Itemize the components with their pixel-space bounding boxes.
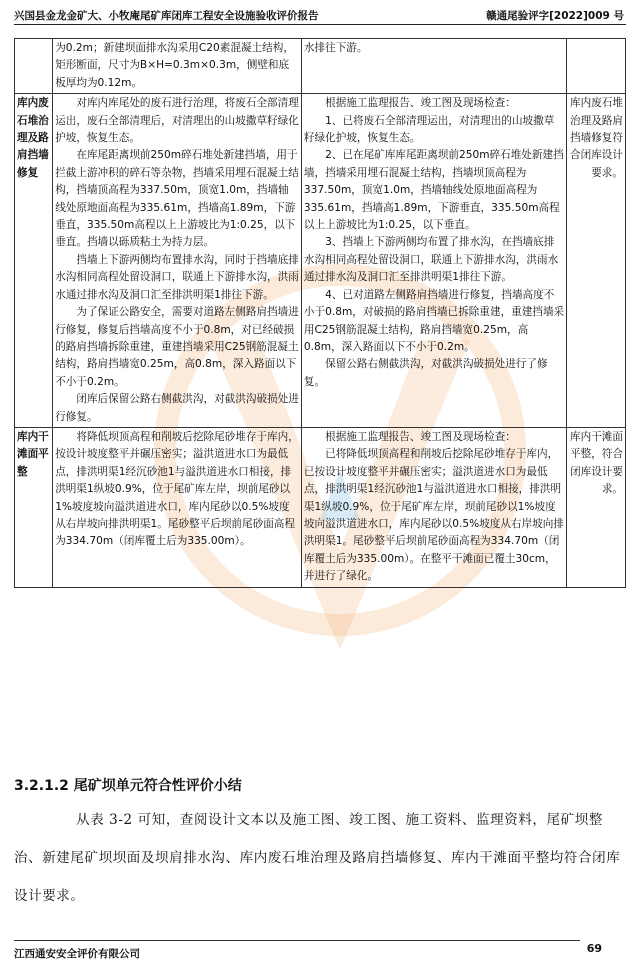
item-cell [15, 39, 53, 94]
company-name: 江西通安安全评价有限公司 [14, 948, 140, 960]
conclusion-cell: 库内废石堆治理及路肩挡墙修复符合闭库设计要求。 [567, 94, 626, 428]
section-body: 从表 3-2 可知，查阅设计文本以及施工图、竣工图、施工资料、监理资料，尾矿坝整治、新建尾矿坝坝面及坝肩排水沟、库内废石堆治理及路肩挡墙修复、库内干滩面平整均符合闭库设计要求。 [14, 812, 621, 904]
footer-rule [14, 940, 580, 941]
table-row [15, 94, 626, 428]
page-number: 69 [586, 942, 602, 955]
inspection-paragraph: 2、已在尾矿库库尾距离坝前250m碎石堆处新建挡墙，挡墙采用埋石混凝土结构，挡墙坝顶高程为337.50m，顶宽1.0m，挡墙轴线处原地面高程为335.61m，挡墙高1.89m，下游垂直，335.50m高程以上上游坡比为1:0.25，以下垂直。 [303, 149, 564, 232]
inspection-cell [301, 94, 566, 428]
inspection-paragraph: 1、已将废石全部清理运出，对清理出的山坡撒草籽绿化护坡，恢复生态。 [303, 114, 555, 145]
design-cell: 为0.2m；新建坝面排水沟采用C20素混凝土结构，矩形断面，尺寸为B×H=0.3m×0.3m，侧壁和底板厚均为0.12m。 [53, 39, 302, 94]
inspection-paragraph: 保留公路右侧截洪沟，对截洪沟破损处进行了修复。 [303, 358, 548, 388]
inspection-cell [301, 427, 566, 587]
design-paragraph: 为了保证公路安全，需要对道路左侧路肩挡墙进行修复，修复后挡墙高度不小于0.8m，对已经破损的路肩挡墙拆除重建，重建挡墙采用C25钢筋混凝土结构，路肩挡墙宽0.25m，高0.8m，深入路面以下不小于0.2m。 [55, 306, 299, 388]
item-cell: 库内干滩面平整 [15, 427, 53, 587]
design-paragraph: 挡墙上下游两侧均布置排水沟，同时于挡墙底排水沟相同高程处留设洞口，联通上下游排水沟，洪雨水通过排水沟及洞口汇至排洪明渠1排往下游。 [55, 253, 299, 301]
inspection-paragraph: 根据施工监理报告、竣工图及现场检查： [325, 430, 516, 443]
inspection-paragraph: 已将降低坝顶高程和削坡后挖除尾砂堆存于库内，已按设计坡度整平并碾压密实；溢洪道进水口为最低点，排洪明渠1经沉砂池1与溢洪道进水口相接，排洪明渠1纵坡0.9%，位于尾矿库左岸，坝前尾砂以1%坡度坡向溢洪道进水口，库内尾砂以0.5%坡度从右岸坡向排洪明渠1。尾砂整平后坝前尾砂面高程为334.70m（闭库覆土后为335.00m）。在整平干滩面已覆土30cm，并进行了绿化。 [303, 448, 564, 583]
design-paragraph: 闭库后保留公路右侧截洪沟，对截洪沟破损处进行修复。 [55, 393, 299, 423]
inspection-paragraph: 3、挡墙上下游两侧均布置了排水沟，在挡墙底排水沟相同高程处留设洞口，联通上下游排水沟，洪雨水通过排水沟及洞口汇至排洪明渠1排往下游。 [303, 236, 559, 284]
inspection-cell: 水排往下游。 [301, 39, 566, 94]
page-header [14, 4, 626, 24]
design-paragraph: 将降低坝顶高程和削坡后挖除尾砂堆存于库内，按设计坡度整平并碾压密实；溢洪道进水口为最低点，排洪明渠1经沉砂池1与溢洪道进水口相接，排洪明渠1纵坡0.9%，位于尾矿库左岸，坝前尾砂以1%坡度坡向溢洪道进水口，库内尾砂以0.5%坡度从右岸坡向排洪明渠1。尾砂整平后坝前尾砂面高程为334.70m（闭库覆土后为335.00m）。 [55, 430, 299, 548]
inspection-paragraph: 4、已对道路左侧路肩挡墙进行修复，挡墙高度不小于0.8m，对破损的路肩挡墙已拆除重建，重建挡墙采用C25钢筋混凝土结构，路肩挡墙宽0.25m，高0.8m，深入路面以下不小于0.2m。 [303, 288, 565, 353]
design-cell [53, 94, 302, 428]
section-heading: 3.2.1.2 尾矿坝单元符合性评价小结 [14, 778, 242, 794]
evaluation-table [14, 38, 626, 588]
report-title: 兴国县金龙金矿大、小牧庵尾矿库闭库工程安全设施验收评价报告 [14, 10, 319, 22]
item-cell: 库内废石堆治理及路肩挡墙修复 [15, 94, 53, 428]
report-number: 赣通尾验评字[2022]009 号 [486, 10, 624, 22]
design-cell [53, 427, 302, 587]
header-rule [14, 24, 626, 25]
design-paragraph: 在库尾距离坝前250m碎石堆处新建挡墙，用于拦截上游冲积的碎石等杂物，挡墙采用埋石混凝土结构，挡墙顶高程为337.50m，顶宽1.0m，挡墙轴线处原地面高程为335.61m，挡墙高1.89m，下游垂直，335.50m高程以上上游坡比为1:0.25，以下垂直。挡墙以砾质粘土为持力层。 [55, 149, 299, 249]
conclusion-cell [567, 39, 626, 94]
design-paragraph: 对库内库尾处的废石进行治理，将废石全部清理运出，废石全部清理后，对清理出的山坡撒草籽绿化护坡，恢复生态。 [55, 97, 299, 145]
conclusion-cell: 库内干滩面平整，符合闭库设计要求。 [567, 427, 626, 587]
table-row [15, 39, 626, 94]
inspection-paragraph: 根据施工监理报告、竣工图及现场检查： [325, 97, 516, 110]
table-row [15, 427, 626, 587]
